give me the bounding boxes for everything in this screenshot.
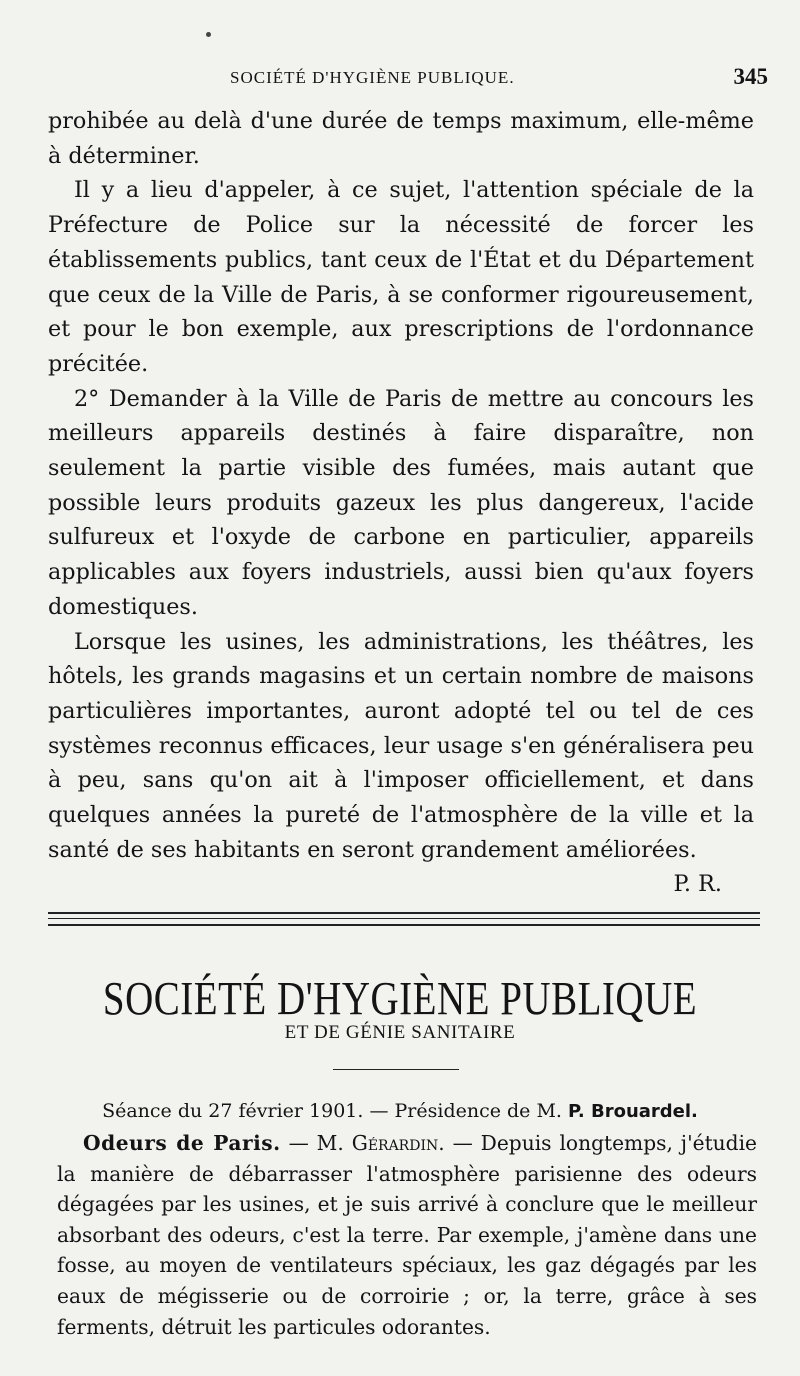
paragraph: 2° Demander à la Ville de Paris de mettre au concours les meilleurs appareils destinés à faire disparaître, non seulement la partie visible des fumées, mais autant que possible leurs produits gazeux les plus dangereux, l'acide sulfureux et l'oxyde de carbone en particulier, appareils applicables aux foyers industriels, aussi bien qu'aux foyers domestiques. [48,385,754,620]
session-minutes [57,1128,757,1342]
section-subtitle: ET DE GÉNIE SANITAIRE [284,1022,516,1043]
paragraph: prohibée au delà d'une durée de temps maximum, elle-même à déterminer. [48,108,754,169]
paragraph [48,625,754,898]
president-name: P. Brouardel. [568,1101,698,1122]
running-title: SOCIÉTÉ D'HYGIÈNE PUBLIQUE. [230,68,515,87]
speaker-name: Gérardin. [351,1131,445,1155]
page-header [48,64,768,94]
short-rule [333,1069,459,1070]
session-date: Séance du 27 février 1901. — Présidence de M. [102,1100,562,1122]
section-title: SOCIÉTÉ D'HYGIÈNE PUBLIQUE [102,973,698,1026]
author-signature: P. R. [673,871,722,898]
paragraph-text: Lorsque les usines, les administrations, les théâtres, les hôtels, les grands magasins et un certain nombre de maisons particulières importantes, auront adopté tel ou tel de ces systèmes reconnus efficaces, leur usage s'en généralisera peu à peu, sans qu'on ait à l'imposer officiellement, et dans quelques années la pureté de l'atmosphère de la ville et la santé de ses habitants en seront grandement améliorées. [48,628,754,863]
dash: — M. [280,1131,352,1155]
article-continuation [48,104,754,902]
section-divider [48,918,760,919]
paragraph [57,1128,757,1342]
paragraph-text: — Depuis longtemps, j'étudie la manière de débarrasser l'atmosphère parisienne des odeurs dégagées par les usines, et je suis arrivé à conclure que le meilleur absorbant des odeurs, c'est la terre. Par exemple, j'amène dans une fosse, au moyen de ventilateurs spéciaux, les gaz dégagés par les eaux de mégisserie ou de corroirie ; or, la terre, grâce à ses ferments, détruit les particules odorantes. [57,1131,758,1339]
paragraph: Il y a lieu d'appeler, à ce sujet, l'attention spéciale de la Préfecture de Police sur la nécessité de forcer les établissements publics, tant ceux de l'État et du Département que ceux de la Ville de Paris, à se conformer rigoureusement, et pour le bon exemple, aux prescriptions de l'ordonnance précitée. [48,177,754,377]
section-divider [48,924,760,926]
ink-speck [206,32,211,37]
session-line [0,1100,800,1122]
page-number: 345 [733,64,768,89]
topic-heading: Odeurs de Paris. [83,1131,281,1155]
section-divider [48,912,760,914]
